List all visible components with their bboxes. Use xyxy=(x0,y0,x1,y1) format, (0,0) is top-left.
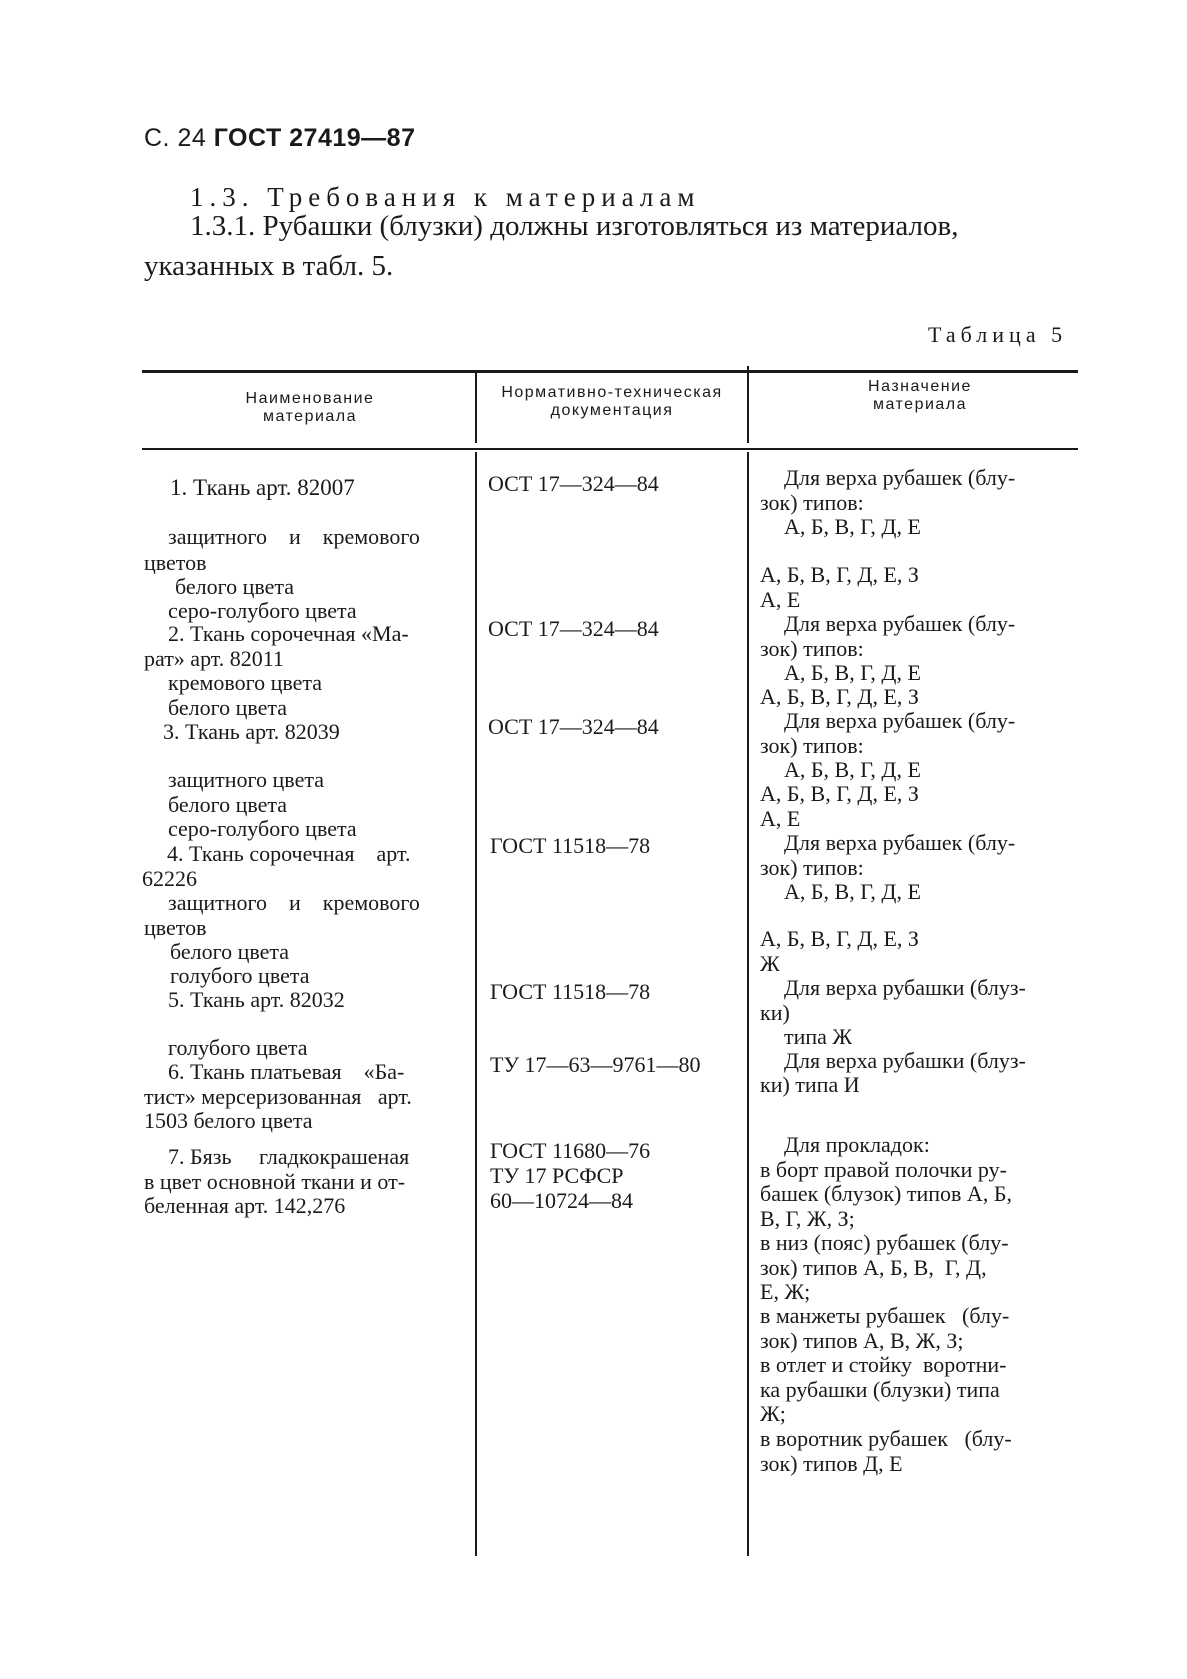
purpose-line: А, Б, В, Г, Д, Е, З xyxy=(760,926,919,951)
table-column-divider xyxy=(475,452,477,1556)
material-line: голубого цвета xyxy=(168,1035,308,1060)
purpose-line: Ж xyxy=(760,951,780,976)
purpose-line: в низ (пояс) рубашек (блу- xyxy=(760,1230,1009,1255)
purpose-line: Для верха рубашек (блу- xyxy=(784,611,1016,636)
purpose-line: А, Б, В, Г, Д, Е xyxy=(784,757,921,782)
material-line: 2. Ткань сорочечная «Ма- xyxy=(168,621,409,646)
purpose-line: Для верха рубашек (блу- xyxy=(784,830,1016,855)
column-header-doc: Нормативно-техническая документация xyxy=(501,384,723,419)
purpose-line: А, Б, В, Г, Д, Е, З xyxy=(760,684,919,709)
table-column-divider xyxy=(475,371,477,443)
purpose-line: в манжеты рубашек (блу- xyxy=(760,1303,1010,1328)
material-line: 6. Ткань платьевая «Ба- xyxy=(168,1059,405,1084)
material-line: защитного и кремового xyxy=(168,890,420,915)
document-ref: ТУ 17—63—9761—80 xyxy=(490,1052,701,1077)
document-ref: ОСТ 17—324—84 xyxy=(488,616,659,641)
purpose-line: зок) типов: xyxy=(760,855,864,880)
material-line: 1. Ткань арт. 82007 xyxy=(170,475,355,500)
purpose-line: Для верха рубашки (блуз- xyxy=(784,1048,1026,1073)
purpose-line: А, Б, В, Г, Д, Е xyxy=(784,879,921,904)
purpose-line: ки) типа И xyxy=(760,1072,860,1097)
purpose-line: Для прокладок: xyxy=(784,1132,930,1157)
material-line: 4. Ткань сорочечная арт. xyxy=(167,841,411,866)
section-title: 1.3. Требования к материалам xyxy=(190,182,701,212)
material-line: тист» мерсеризованная арт. xyxy=(144,1084,412,1109)
material-line: рат» арт. 82011 xyxy=(144,646,284,671)
purpose-line: зок) типов: xyxy=(760,490,864,515)
purpose-line: Для верха рубашки (блуз- xyxy=(784,975,1026,1000)
material-line: цветов xyxy=(144,915,207,940)
paragraph-line: указанных в табл. 5. xyxy=(144,250,394,282)
material-line: 7. Бязь гладкокрашеная xyxy=(168,1144,410,1169)
purpose-line: Ж; xyxy=(760,1401,786,1426)
material-line: беленная арт. 142,276 xyxy=(144,1193,346,1218)
table-column-divider xyxy=(747,452,749,1556)
purpose-line: зок) типов: xyxy=(760,733,864,758)
material-line: 1503 белого цвета xyxy=(144,1108,313,1133)
purpose-line: ки) xyxy=(760,1000,790,1025)
purpose-line: А, Б, В, Г, Д, Е, З xyxy=(760,562,919,587)
purpose-line: Для верха рубашек (блу- xyxy=(784,465,1016,490)
document-ref: ГОСТ 11518—78 xyxy=(490,979,651,1004)
document-ref: ГОСТ 11518—78 xyxy=(490,833,651,858)
purpose-line: А, Б, В, Г, Д, Е, З xyxy=(760,781,919,806)
material-line: 62226 xyxy=(142,866,197,891)
material-line: серо-голубого цвета xyxy=(168,598,357,623)
purpose-line: Для верха рубашек (блу- xyxy=(784,708,1016,733)
purpose-line: в отлет и стойку воротни- xyxy=(760,1352,1007,1377)
page-header xyxy=(144,124,415,153)
column-header-name: Наименование материала xyxy=(245,390,375,425)
table-header-rule xyxy=(142,448,1078,450)
material-line: белого цвета xyxy=(175,574,295,599)
purpose-line: зок) типов А, Б, В, Г, Д, xyxy=(760,1255,987,1280)
purpose-line: типа Ж xyxy=(784,1024,853,1049)
purpose-line: Е, Ж; xyxy=(760,1279,811,1304)
standard-number: ГОСТ 27419—87 xyxy=(213,124,416,152)
purpose-line: в воротник рубашек (блу- xyxy=(760,1426,1012,1451)
document-ref: ТУ 17 РСФСР xyxy=(490,1163,624,1188)
purpose-line: А, Е xyxy=(760,587,801,612)
material-line: в цвет основной ткани и от- xyxy=(144,1169,406,1194)
material-line: белого цвета xyxy=(170,939,290,964)
table-caption: Таблица 5 xyxy=(928,322,1068,347)
purpose-line: А, Б, В, Г, Д, Е xyxy=(784,660,921,685)
purpose-line: зок) типов Д, Е xyxy=(760,1451,903,1476)
purpose-line: А, Б, В, Г, Д, Е xyxy=(784,514,921,539)
purpose-line: зок) типов А, В, Ж, З; xyxy=(760,1328,964,1353)
table-top-rule xyxy=(142,370,1078,373)
table-column-divider xyxy=(747,366,749,443)
document-ref: ОСТ 17—324—84 xyxy=(488,471,659,496)
purpose-line: башек (блузок) типов А, Б, xyxy=(760,1181,1012,1206)
document-ref: 60—10724—84 xyxy=(490,1188,633,1213)
document-ref: ОСТ 17—324—84 xyxy=(488,714,659,739)
column-header-purpose: Назначение материала xyxy=(868,378,972,413)
purpose-line: ка рубашки (блузки) типа xyxy=(760,1377,1000,1402)
paragraph-line: 1.3.1. Рубашки (блузки) должны изготовляться из материалов, xyxy=(190,210,959,242)
material-line: серо-голубого цвета xyxy=(168,816,357,841)
purpose-line: зок) типов: xyxy=(760,636,864,661)
material-line: 5. Ткань арт. 82032 xyxy=(168,987,345,1012)
material-line: белого цвета xyxy=(168,695,288,720)
purpose-line: в борт правой полочки ру- xyxy=(760,1157,1007,1182)
material-line: белого цвета xyxy=(168,792,288,817)
material-line: 3. Ткань арт. 82039 xyxy=(163,719,340,744)
document-ref: ГОСТ 11680—76 xyxy=(490,1138,651,1163)
material-line: защитного цвета xyxy=(168,767,324,792)
purpose-line: В, Г, Ж, З; xyxy=(760,1206,855,1231)
material-line: кремового цвета xyxy=(168,670,323,695)
material-line: защитного и кремового xyxy=(168,524,420,549)
page-number: С. 24 xyxy=(144,124,207,152)
material-line: цветов xyxy=(144,550,207,575)
material-line: голубого цвета xyxy=(170,963,310,988)
purpose-line: А, Е xyxy=(760,806,801,831)
